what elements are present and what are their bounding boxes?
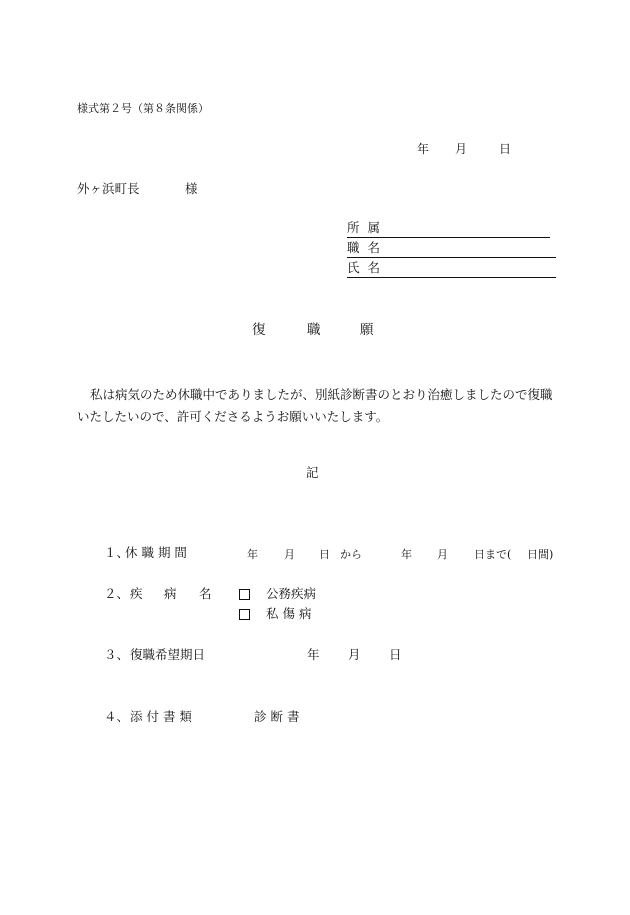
item1-from-day: 日 xyxy=(319,548,330,561)
title-char-3: 願 xyxy=(360,322,374,338)
item1-to-year: 年 xyxy=(401,548,412,561)
name-label: 氏名 xyxy=(347,260,389,275)
item3-day: 日 xyxy=(389,647,402,662)
item1-label: 休 職 期 間 xyxy=(125,545,187,560)
title-char-1: 復 xyxy=(252,322,266,338)
item1-from-year: 年 xyxy=(247,548,258,561)
item3-month: 月 xyxy=(348,647,361,662)
official-illness-label: 公務疾病 xyxy=(266,586,317,601)
name-field[interactable] xyxy=(347,262,556,278)
item1-to-month: 月 xyxy=(437,548,448,561)
item3-label: 復職希望期日 xyxy=(130,647,206,662)
item4-label: 添 付 書 類 xyxy=(130,709,192,724)
date-year-label: 年 xyxy=(417,142,430,156)
request-body: 私は病気のため休職中でありましたが、別紙診断書のとおり治癒しましたので復職いたしたいので、許可くださるようお願いいたします。 xyxy=(77,387,553,424)
item4-value: 診 断 書 xyxy=(254,709,300,724)
item1-number: １、 xyxy=(104,545,130,560)
item2-label-c2: 病 xyxy=(164,586,177,601)
title-char-2: 職 xyxy=(307,322,321,338)
date-month-label: 月 xyxy=(455,142,468,156)
item3-number: ３、 xyxy=(104,647,130,662)
date-day-label: 日 xyxy=(499,142,512,156)
position-label: 職名 xyxy=(347,240,389,255)
form-number: 様式第２号（第８条関係） xyxy=(77,102,209,115)
item2-number: ２、 xyxy=(104,586,130,601)
addressee-honorific: 様 xyxy=(185,181,198,196)
item3-year: 年 xyxy=(307,647,320,662)
affiliation-label: 所属 xyxy=(347,220,389,235)
private-illness-label: 私 傷 病 xyxy=(266,606,312,621)
item4-number: ４、 xyxy=(104,709,130,724)
item1-from-word: から xyxy=(340,548,362,561)
item1-from-month: 月 xyxy=(284,548,295,561)
item2-label-c3: 名 xyxy=(199,586,212,601)
position-field[interactable] xyxy=(347,242,556,258)
addressee-name: 外ヶ浜町長 xyxy=(77,181,140,196)
item1-days: 日間) xyxy=(527,548,554,561)
item1-to-day: 日まで( xyxy=(474,548,512,561)
affiliation-field[interactable] xyxy=(347,222,550,238)
private-illness-checkbox[interactable] xyxy=(239,609,250,620)
official-illness-checkbox[interactable] xyxy=(239,589,250,600)
item2-label-c1: 疾 xyxy=(130,586,143,601)
ki-heading: 記 xyxy=(306,465,319,480)
